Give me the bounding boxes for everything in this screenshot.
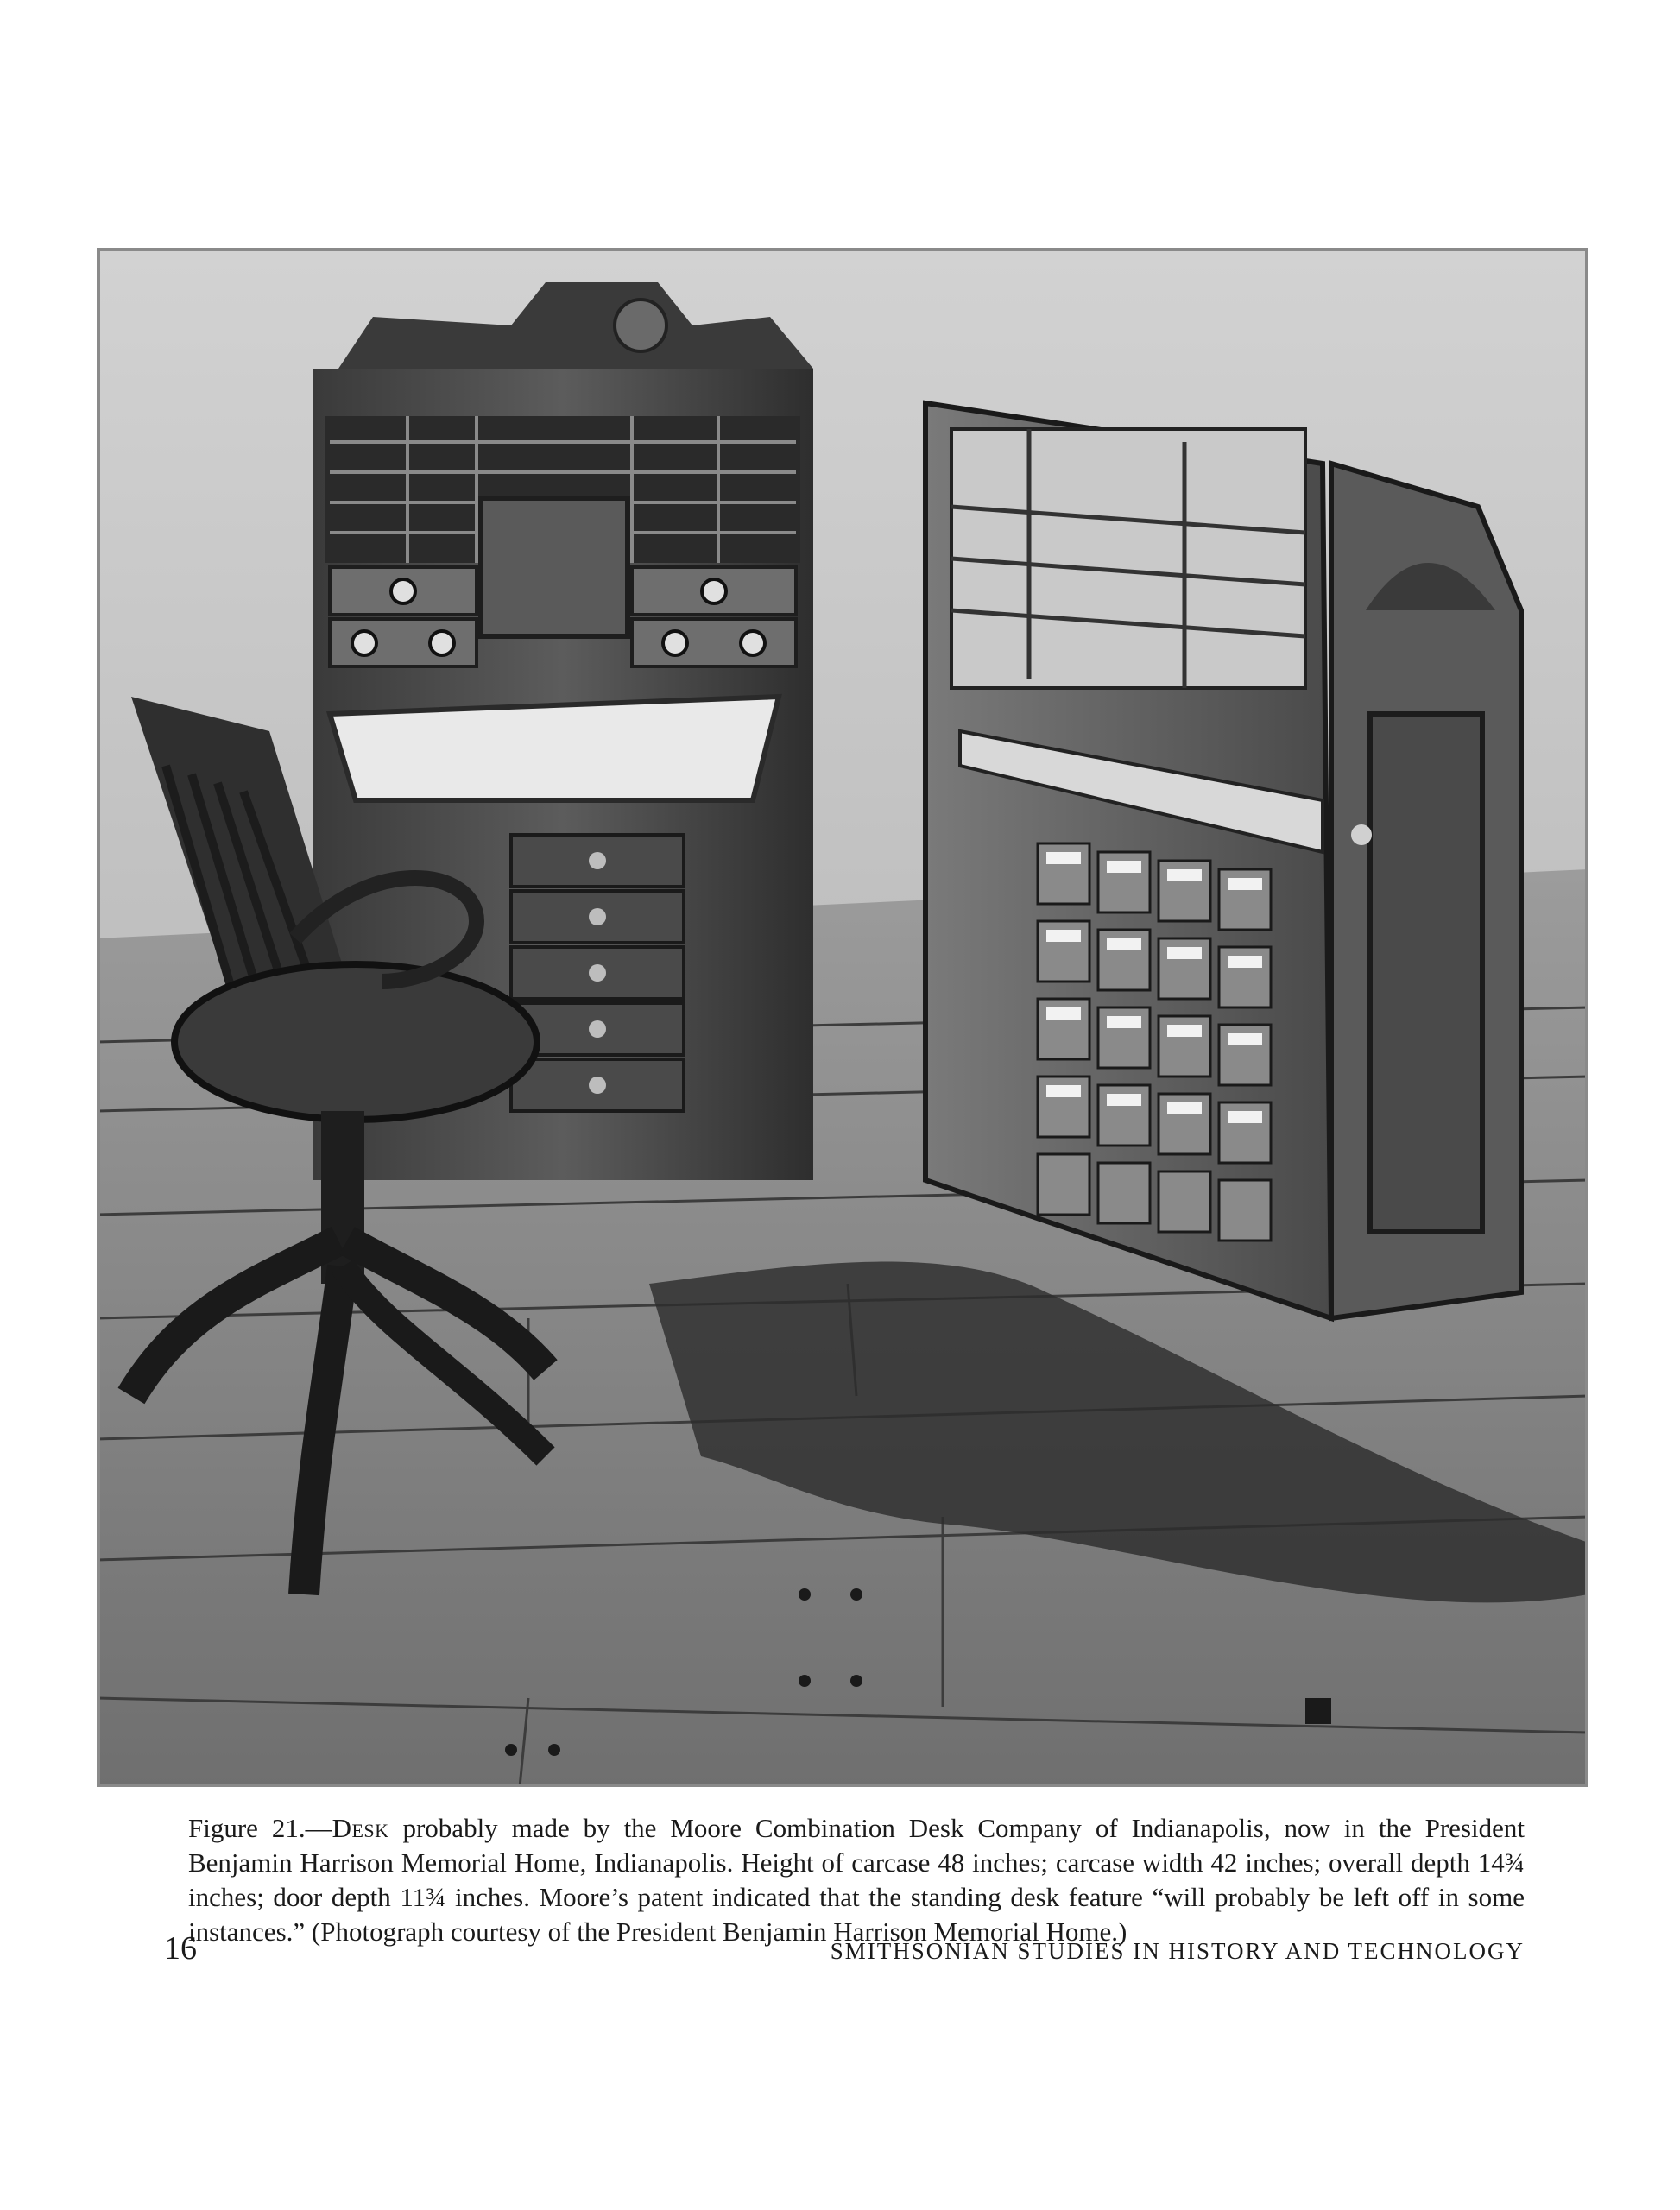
figure-caption [188,1811,1525,1949]
figure-caption-text: probably made by the Moore Combination Desk Company of Indianapolis, now in the President Benjamin Harrison Memorial Home, Indianapolis. Height of carcase 48 inches; carcase width 42 inches; overall depth 14¾ inches; door depth 11¾ inches. Moore’s patent indicated that the standing desk feature “will probably be left off in some instances.” (Photograph courtesy of the President Benjamin Harrison Memorial Home.) [188,1813,1525,1947]
desk-photograph-illustration [97,248,1588,1787]
figure-label: Figure 21.— [188,1813,332,1843]
running-head: SMITHSONIAN STUDIES IN HISTORY AND TECHNOLOGY [830,1938,1525,1964]
figure-label-smallcaps: Desk [332,1813,389,1843]
figure-photograph [97,248,1588,1787]
page-number: 16 [164,1930,197,1967]
